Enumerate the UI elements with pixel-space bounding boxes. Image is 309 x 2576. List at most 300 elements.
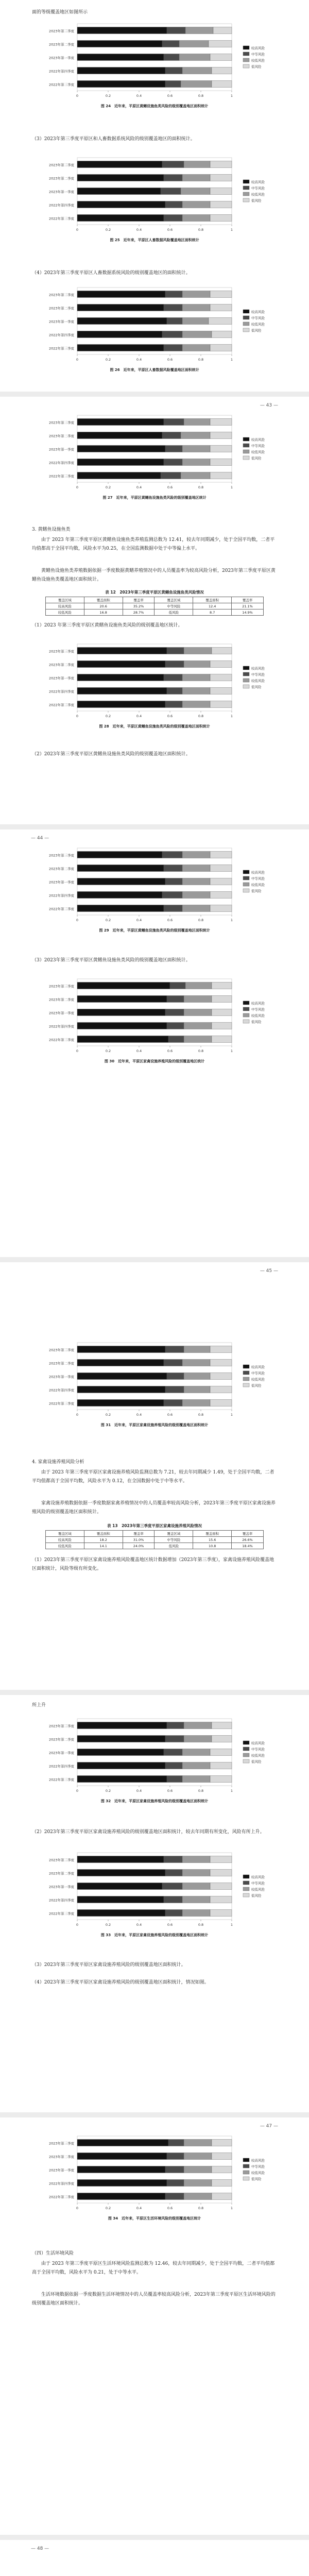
category-label: 2022年第四季度 bbox=[48, 893, 74, 898]
bar-segment bbox=[167, 996, 184, 1003]
x-tick-label: 0.8 bbox=[198, 94, 204, 98]
legend-swatch bbox=[243, 1753, 249, 1757]
x-tick-label: 1 bbox=[230, 358, 233, 362]
bar-segment bbox=[182, 201, 210, 208]
table-cell: 26.6% bbox=[232, 1537, 264, 1543]
bar-segment bbox=[184, 1736, 212, 1742]
legend-swatch bbox=[243, 186, 249, 190]
table-cell: 15.6 bbox=[193, 1537, 232, 1543]
bar-segment bbox=[179, 41, 209, 47]
bar-segment bbox=[165, 701, 182, 708]
legend-swatch bbox=[243, 316, 249, 319]
bar-segment bbox=[77, 472, 161, 479]
bar-segment bbox=[212, 1023, 232, 1029]
bar-segment bbox=[164, 175, 182, 181]
x-tick-label: 0 bbox=[76, 94, 79, 98]
table-header-row bbox=[46, 1531, 264, 1537]
bar-segment bbox=[182, 215, 210, 222]
bar-segment bbox=[164, 345, 182, 351]
bar-segment bbox=[165, 661, 184, 668]
paragraph-p6-b2: 生活环境数据依据一季度数据生活环境情况中的人员覆盖率较高风险分析，2023年第三季度平原区生活环境风险的级别覆盖地区面积统计。 bbox=[32, 2292, 276, 2306]
legend-label: 中等风险 bbox=[251, 1007, 265, 1012]
bar-segment bbox=[77, 865, 164, 872]
paragraph-p1-4: （4）2023年第三季度平原区人畜数据系统风险的级别覆盖地区的面积统计。 bbox=[32, 270, 191, 276]
table-header-cell: 覆盖区域 bbox=[46, 597, 84, 603]
table-cell: 35.2% bbox=[123, 603, 154, 609]
bar-segment bbox=[165, 67, 182, 74]
x-tick-label: 0.2 bbox=[105, 228, 111, 232]
bar-segment bbox=[212, 67, 232, 74]
bar-segment bbox=[165, 201, 182, 208]
bar-segment bbox=[165, 2193, 184, 2200]
x-tick-label: 1 bbox=[230, 2206, 233, 2210]
bar-segment bbox=[212, 2166, 232, 2173]
table-header-cell: 覆盖区域 bbox=[154, 1531, 193, 1537]
category-label: 2023年第三季度 bbox=[48, 1348, 74, 1352]
x-tick-label: 1 bbox=[230, 918, 233, 922]
legend-label: 中等风险 bbox=[251, 52, 265, 57]
bar-segment bbox=[210, 1749, 232, 1756]
page-1-top-text: 面的等级覆盖地区如图所示 bbox=[32, 10, 88, 15]
bar-segment bbox=[210, 175, 232, 181]
legend-swatch bbox=[243, 1887, 249, 1891]
bar-segment bbox=[77, 201, 165, 208]
bar-segment bbox=[182, 1896, 210, 1903]
bar-segment bbox=[165, 2166, 184, 2173]
x-tick-label: 0.4 bbox=[136, 228, 142, 232]
legend-swatch bbox=[243, 666, 249, 670]
category-label: 2022年第四季度 bbox=[48, 2181, 74, 2186]
x-tick-label: 0.6 bbox=[167, 485, 173, 489]
bar-segment bbox=[77, 2140, 168, 2146]
category-label: 2023年第三季度 bbox=[48, 29, 74, 33]
category-label: 2023年第一季度 bbox=[48, 1375, 74, 1379]
bar-segment bbox=[167, 27, 185, 34]
legend-label: 低风险 bbox=[251, 328, 262, 333]
x-tick-label: 1 bbox=[230, 714, 233, 718]
x-tick-label: 0.4 bbox=[136, 1413, 142, 1417]
category-label: 2023年第一季度 bbox=[48, 447, 74, 452]
legend-label: 较高风险 bbox=[251, 870, 265, 875]
figure-caption: 图 32 近年来，平原区家禽设施养殖风险的级别覆盖地区面积统计 bbox=[100, 1799, 209, 1803]
bar-segment bbox=[212, 81, 232, 88]
x-tick-label: 0.4 bbox=[136, 1049, 142, 1053]
category-label: 2022年第三季度 bbox=[48, 216, 74, 221]
bar-segment bbox=[210, 446, 232, 452]
bar-segment bbox=[162, 1883, 182, 1890]
bar-segment bbox=[77, 1856, 164, 1863]
category-label: 2023年第二季度 bbox=[48, 1737, 74, 1742]
category-label: 2023年第三季度 bbox=[48, 1724, 74, 1728]
figure-caption: 图 29 近年来，平原区黄鳝鱼设施鱼类风险的级别覆盖地区面积统计 bbox=[99, 928, 210, 933]
legend-swatch bbox=[243, 876, 249, 880]
x-tick-label: 0.2 bbox=[105, 358, 111, 362]
bar-segment bbox=[184, 2180, 212, 2187]
bar-segment bbox=[212, 1736, 232, 1742]
paragraph-p2-body: 由于 2023 年第三季度平原区黄鳝鱼设施鱼类养殖监测总数为 12.41，较去年同期减少，处于全国平均数，二者平均值都高于全国平均数，风险水平为0.25，在全国监测数据中处于中等偏上水平。 bbox=[32, 537, 275, 551]
table-cell: 较高风险 bbox=[46, 603, 84, 609]
bar-segment bbox=[77, 1373, 167, 1380]
bar-segment bbox=[164, 865, 182, 872]
category-label: 2023年第一季度 bbox=[48, 880, 74, 885]
legend-swatch bbox=[243, 1893, 249, 1897]
x-tick-label: 0.8 bbox=[198, 1923, 204, 1927]
page-separator bbox=[0, 2535, 309, 2540]
bar-segment bbox=[162, 892, 182, 899]
x-tick-label: 0.8 bbox=[198, 228, 204, 232]
category-label: 2023年第一季度 bbox=[48, 1751, 74, 1755]
category-label: 2022年第四季度 bbox=[48, 461, 74, 465]
bar-segment bbox=[77, 1400, 164, 1406]
category-label: 2023年第一季度 bbox=[48, 1011, 74, 1015]
x-tick-label: 0.4 bbox=[136, 918, 142, 922]
legend-label: 较低风险 bbox=[251, 679, 265, 683]
x-tick-label: 0.8 bbox=[198, 485, 204, 489]
paragraph-p4-b2: 家禽设施养殖数据依据一季度数据家禽养殖情况中的人员覆盖率较高风险分析，2023年第三季度平原区家禽设施养殖风险的级别覆盖地区面积统计。 bbox=[32, 1501, 276, 1515]
bar-segment bbox=[182, 67, 212, 74]
figure-caption: 图 31 近年来，平原区家禽设施养殖风险的级别覆盖地区面积统计 bbox=[100, 1423, 209, 1427]
x-tick-label: 0.6 bbox=[167, 228, 173, 232]
x-tick-label: 0.2 bbox=[105, 2206, 111, 2210]
bar-segment bbox=[77, 1896, 164, 1903]
bar-segment bbox=[162, 852, 182, 858]
chart-24 bbox=[0, 21, 309, 131]
bar-segment bbox=[182, 1360, 210, 1366]
figure-caption: 图 34 近年来，平原区生活环境风险的级别覆盖地区统计 bbox=[108, 2216, 201, 2221]
bar-segment bbox=[182, 459, 210, 466]
category-label: 2023年第二季度 bbox=[48, 2155, 74, 2159]
bar-segment bbox=[77, 701, 165, 708]
bar-segment bbox=[184, 1373, 210, 1380]
table-cell: 31.0% bbox=[123, 1537, 154, 1543]
page-number: — 45 — bbox=[260, 1268, 278, 1274]
table-cell: 28.7% bbox=[123, 609, 154, 616]
bar-segment bbox=[210, 701, 232, 708]
table-row bbox=[46, 1543, 264, 1549]
chart-33 bbox=[0, 1850, 309, 1955]
bar-segment bbox=[182, 304, 210, 311]
bar-segment bbox=[77, 688, 167, 694]
bar-segment bbox=[77, 661, 165, 668]
bar-segment bbox=[210, 459, 232, 466]
chart-27 bbox=[0, 412, 309, 518]
category-label: 2022年第四季度 bbox=[48, 1898, 74, 1903]
bar-segment bbox=[185, 982, 212, 989]
table-header-cell: 覆盖率 bbox=[232, 597, 264, 603]
bar-segment bbox=[182, 878, 210, 885]
table-cell: 10.8 bbox=[193, 1543, 232, 1549]
legend-label: 较低风险 bbox=[251, 1377, 265, 1382]
category-label: 2023年第二季度 bbox=[48, 997, 74, 1002]
legend-swatch bbox=[243, 1759, 249, 1763]
page-7 bbox=[0, 2540, 309, 2576]
legend-swatch bbox=[243, 1881, 249, 1885]
bar-segment bbox=[182, 1400, 210, 1406]
paragraph-p3-3: （3）2023年第三季度平原区黄鳝鱼设施鱼类风险的级别覆盖地区面积统计。 bbox=[32, 958, 191, 963]
page-number: — 44 — bbox=[31, 836, 49, 841]
bar-segment bbox=[165, 1386, 184, 1393]
bar-segment bbox=[181, 188, 210, 195]
bar-segment bbox=[184, 2193, 212, 2200]
legend-label: 较高风险 bbox=[251, 46, 265, 50]
bar-segment bbox=[210, 161, 232, 168]
bar-segment bbox=[184, 2140, 212, 2146]
table-header-row bbox=[46, 597, 264, 603]
section-heading-p6: （四）生活环境风险 bbox=[32, 2251, 74, 2256]
bar-segment bbox=[210, 1400, 232, 1406]
category-label: 2022年第三季度 bbox=[48, 474, 74, 479]
bar-segment bbox=[182, 905, 210, 912]
bar-segment bbox=[210, 852, 232, 858]
bar-segment bbox=[184, 1009, 212, 1016]
x-tick-label: 0 bbox=[76, 714, 79, 718]
figure-caption: 图 30 近年来，平原区家禽设施养殖风险的级别覆盖地区统计 bbox=[104, 1059, 205, 1063]
legend-swatch bbox=[243, 889, 249, 892]
bar-segment bbox=[210, 865, 232, 872]
x-tick-label: 0.2 bbox=[105, 1413, 111, 1417]
legend-label: 中等风险 bbox=[251, 316, 265, 320]
table-header-cell: 覆盖率 bbox=[123, 597, 154, 603]
category-label: 2022年第三季度 bbox=[48, 346, 74, 351]
table-cell: 21.1% bbox=[232, 603, 264, 609]
bar-segment bbox=[182, 852, 210, 858]
bar-segment bbox=[184, 1036, 212, 1043]
category-label: 2023年第二季度 bbox=[48, 1361, 74, 1366]
bar-segment bbox=[164, 419, 184, 426]
bar-segment bbox=[77, 1722, 167, 1729]
bar-segment bbox=[212, 996, 232, 1003]
bar-segment bbox=[210, 201, 232, 208]
table-cell: 较低风险 bbox=[46, 1543, 84, 1549]
x-tick-label: 0 bbox=[76, 485, 79, 489]
bar-segment bbox=[182, 1776, 210, 1783]
table-cell: 中等风险 bbox=[154, 1537, 193, 1543]
bar-segment bbox=[212, 1722, 232, 1729]
x-tick-label: 0.4 bbox=[136, 2206, 142, 2210]
x-tick-label: 0.6 bbox=[167, 94, 173, 98]
paragraph-p3-2: （2）2023年第三季度平原区黄鳝鱼设施鱼类风险的级别覆盖地区面积统计。 bbox=[32, 752, 191, 757]
category-label: 2022年第三季度 bbox=[48, 907, 74, 911]
bar-segment bbox=[77, 2166, 165, 2173]
bar-segment bbox=[210, 419, 232, 426]
category-label: 2022年第四季度 bbox=[48, 1024, 74, 1029]
bar-segment bbox=[165, 1736, 184, 1742]
chart-25 bbox=[0, 155, 309, 265]
bar-segment bbox=[184, 2153, 212, 2160]
legend-label: 较低风险 bbox=[251, 1013, 265, 1018]
legend-swatch bbox=[243, 685, 249, 688]
legend-label: 较低风险 bbox=[251, 450, 265, 454]
x-tick-label: 0.4 bbox=[136, 1789, 142, 1793]
bar-segment bbox=[165, 1870, 182, 1876]
category-label: 2022年第三季度 bbox=[48, 1038, 74, 1042]
chart-28 bbox=[0, 641, 309, 747]
legend-label: 较高风险 bbox=[251, 2158, 265, 2163]
bar-segment bbox=[77, 674, 164, 681]
x-tick-label: 0.2 bbox=[105, 485, 111, 489]
bar-segment bbox=[164, 1360, 182, 1366]
bar-segment bbox=[182, 175, 210, 181]
x-tick-label: 0.8 bbox=[198, 1789, 204, 1793]
bar-segment bbox=[161, 188, 181, 195]
bar-segment bbox=[77, 1360, 164, 1366]
x-tick-label: 0.6 bbox=[167, 714, 173, 718]
bar-segment bbox=[165, 1762, 182, 1769]
paragraph-p4-1: （1）2023年第三季度平原区家禽设施养殖风险覆盖地区统计数据增加（2023年第三季度），家禽设施养殖风险覆盖地区面积统计，风险等级有所变化。 bbox=[32, 1557, 274, 1571]
bar-segment bbox=[161, 472, 181, 479]
page-separator bbox=[0, 2112, 309, 2117]
category-label: 2023年第一季度 bbox=[48, 2168, 74, 2173]
bar-segment bbox=[165, 81, 181, 88]
legend-label: 中等风险 bbox=[251, 1747, 265, 1752]
bar-segment bbox=[77, 161, 162, 168]
paragraph-p5-4: （4）2023年第三季度平原区家禽设施养殖风险的级别覆盖地区面积统计，情况如图。 bbox=[32, 1980, 209, 1985]
x-tick-label: 0 bbox=[76, 1923, 79, 1927]
x-tick-label: 0.8 bbox=[198, 918, 204, 922]
table-cell: 8.7 bbox=[193, 609, 232, 616]
bar-segment bbox=[167, 318, 182, 325]
x-tick-label: 0 bbox=[76, 1049, 79, 1053]
category-label: 2023年第二季度 bbox=[48, 867, 74, 871]
category-label: 2023年第一季度 bbox=[48, 319, 74, 324]
legend-swatch bbox=[243, 450, 249, 453]
legend-label: 中等风险 bbox=[251, 1881, 265, 1886]
category-label: 2023年第二季度 bbox=[48, 42, 74, 47]
bar-segment bbox=[77, 459, 164, 466]
legend-swatch bbox=[243, 2177, 249, 2180]
x-tick-label: 0.4 bbox=[136, 94, 142, 98]
category-label: 2023年第三季度 bbox=[48, 649, 74, 654]
table-12-caption: 表 12 2023年第三季度平原区黄鳝鱼设施鱼类风险情况 bbox=[105, 590, 204, 595]
x-tick-label: 0.6 bbox=[167, 1923, 173, 1927]
bar-segment bbox=[170, 982, 185, 989]
category-label: 2023年第二季度 bbox=[48, 663, 74, 667]
legend-swatch bbox=[243, 2164, 249, 2168]
legend-label: 较高风险 bbox=[251, 1001, 265, 1006]
table-13 bbox=[45, 1530, 264, 1549]
legend-swatch bbox=[243, 198, 249, 202]
legend-label: 中等风险 bbox=[251, 186, 265, 191]
x-tick-label: 0.6 bbox=[167, 1049, 173, 1053]
bar-segment bbox=[77, 2180, 167, 2187]
table-header-cell: 覆盖率 bbox=[123, 1531, 154, 1537]
x-tick-label: 0 bbox=[76, 228, 79, 232]
table-cell: 20.6 bbox=[84, 603, 123, 609]
bar-segment bbox=[210, 472, 232, 479]
table-header-cell: 覆盖面积 bbox=[193, 597, 232, 603]
bar-segment bbox=[184, 648, 212, 654]
bar-segment bbox=[164, 1856, 182, 1863]
legend-label: 较高风险 bbox=[251, 666, 265, 671]
x-tick-label: 0.2 bbox=[105, 714, 111, 718]
legend-swatch bbox=[243, 1747, 249, 1751]
bar-segment bbox=[210, 688, 232, 694]
legend-label: 低风险 bbox=[251, 685, 262, 689]
bar-segment bbox=[184, 161, 210, 168]
bar-segment bbox=[162, 41, 179, 47]
table-cell: 中等风险 bbox=[154, 603, 193, 609]
legend-swatch bbox=[243, 2158, 249, 2162]
category-label: 2022年第四季度 bbox=[48, 689, 74, 694]
legend-swatch bbox=[243, 679, 249, 682]
chart-34 bbox=[0, 2133, 309, 2239]
bar-segment bbox=[167, 1373, 184, 1380]
legend-label: 较低风险 bbox=[251, 1753, 265, 1758]
figure-caption: 图 33 近年来，平原区家禽设施养殖风险的级别覆盖地区面积统计 bbox=[100, 1933, 209, 1937]
legend-label: 较高风险 bbox=[251, 310, 265, 314]
bar-segment bbox=[210, 291, 232, 298]
legend-swatch bbox=[243, 1371, 249, 1375]
bar-segment bbox=[210, 674, 232, 681]
bar-segment bbox=[77, 878, 165, 885]
table-header-cell: 覆盖区域 bbox=[46, 1531, 84, 1537]
legend-label: 较低风险 bbox=[251, 192, 265, 197]
bar-segment bbox=[77, 345, 164, 351]
legend-swatch bbox=[243, 1383, 249, 1387]
bar-segment bbox=[167, 2180, 184, 2187]
category-label: 2022年第四季度 bbox=[48, 203, 74, 208]
bar-segment bbox=[167, 2153, 184, 2160]
bar-segment bbox=[182, 674, 210, 681]
bar-segment bbox=[77, 1749, 164, 1756]
table-cell: 低风险 bbox=[154, 609, 193, 616]
page-separator bbox=[0, 1690, 309, 1695]
x-tick-label: 1 bbox=[230, 1789, 233, 1793]
category-label: 2023年第一季度 bbox=[48, 1885, 74, 1889]
bar-segment bbox=[182, 1856, 210, 1863]
x-tick-label: 0.4 bbox=[136, 714, 142, 718]
category-label: 2022年第三季度 bbox=[48, 703, 74, 707]
table-header-cell: 覆盖率 bbox=[232, 1531, 264, 1537]
legend-label: 较高风险 bbox=[251, 437, 265, 442]
table-cell: 14.9% bbox=[232, 609, 264, 616]
bar-segment bbox=[210, 1373, 232, 1380]
bar-segment bbox=[212, 331, 232, 338]
paragraph-p6-body: 由于 2023 年第三季度平原区生活环境风险监测总数为 12.46，较去年同期减少，处于全国平均数，二者平均值都高于全国平均数，风险水平为 0.21，处于中等水平。 bbox=[32, 2261, 275, 2275]
page-separator bbox=[0, 824, 309, 829]
x-tick-label: 0 bbox=[76, 1789, 79, 1793]
page-5-top-text: 所上升 bbox=[32, 1703, 46, 1708]
legend-swatch bbox=[243, 52, 249, 56]
x-tick-label: 0.8 bbox=[198, 714, 204, 718]
chart-31 bbox=[0, 1340, 309, 1445]
bar-segment bbox=[77, 2193, 165, 2200]
category-label: 2022年第三季度 bbox=[48, 82, 74, 87]
category-label: 2023年第三季度 bbox=[48, 853, 74, 858]
bar-segment bbox=[77, 304, 164, 311]
legend-label: 低风险 bbox=[251, 1020, 262, 1024]
category-label: 2023年第三季度 bbox=[48, 163, 74, 167]
category-label: 2023年第二季度 bbox=[48, 1871, 74, 1876]
bar-segment bbox=[210, 905, 232, 912]
bar-segment bbox=[184, 1386, 210, 1393]
bar-segment bbox=[182, 331, 212, 338]
category-label: 2023年第二季度 bbox=[48, 176, 74, 181]
table-row bbox=[46, 603, 264, 609]
bar-segment bbox=[165, 1346, 184, 1353]
bar-segment bbox=[77, 1346, 165, 1353]
paragraph-p4-body: 由于 2023 年第三季度平原区家禽设施养殖风险监测总数为 7.21，较去年同期减少 1.49，处于全国平均数，二者平均值都高于全国平均数，风险水平为 0.12，在全国数据中处于中等水平。 bbox=[32, 1470, 274, 1484]
bar-segment bbox=[164, 54, 179, 61]
category-label: 2022年第四季度 bbox=[48, 1764, 74, 1769]
bar-segment bbox=[165, 1009, 184, 1016]
bar-segment bbox=[164, 1749, 182, 1756]
table-cell: 低风险 bbox=[154, 1543, 193, 1549]
table-cell: 24.0% bbox=[123, 1543, 154, 1549]
x-tick-label: 0.6 bbox=[167, 1789, 173, 1793]
legend-label: 中等风险 bbox=[251, 876, 265, 881]
legend-swatch bbox=[243, 180, 249, 183]
